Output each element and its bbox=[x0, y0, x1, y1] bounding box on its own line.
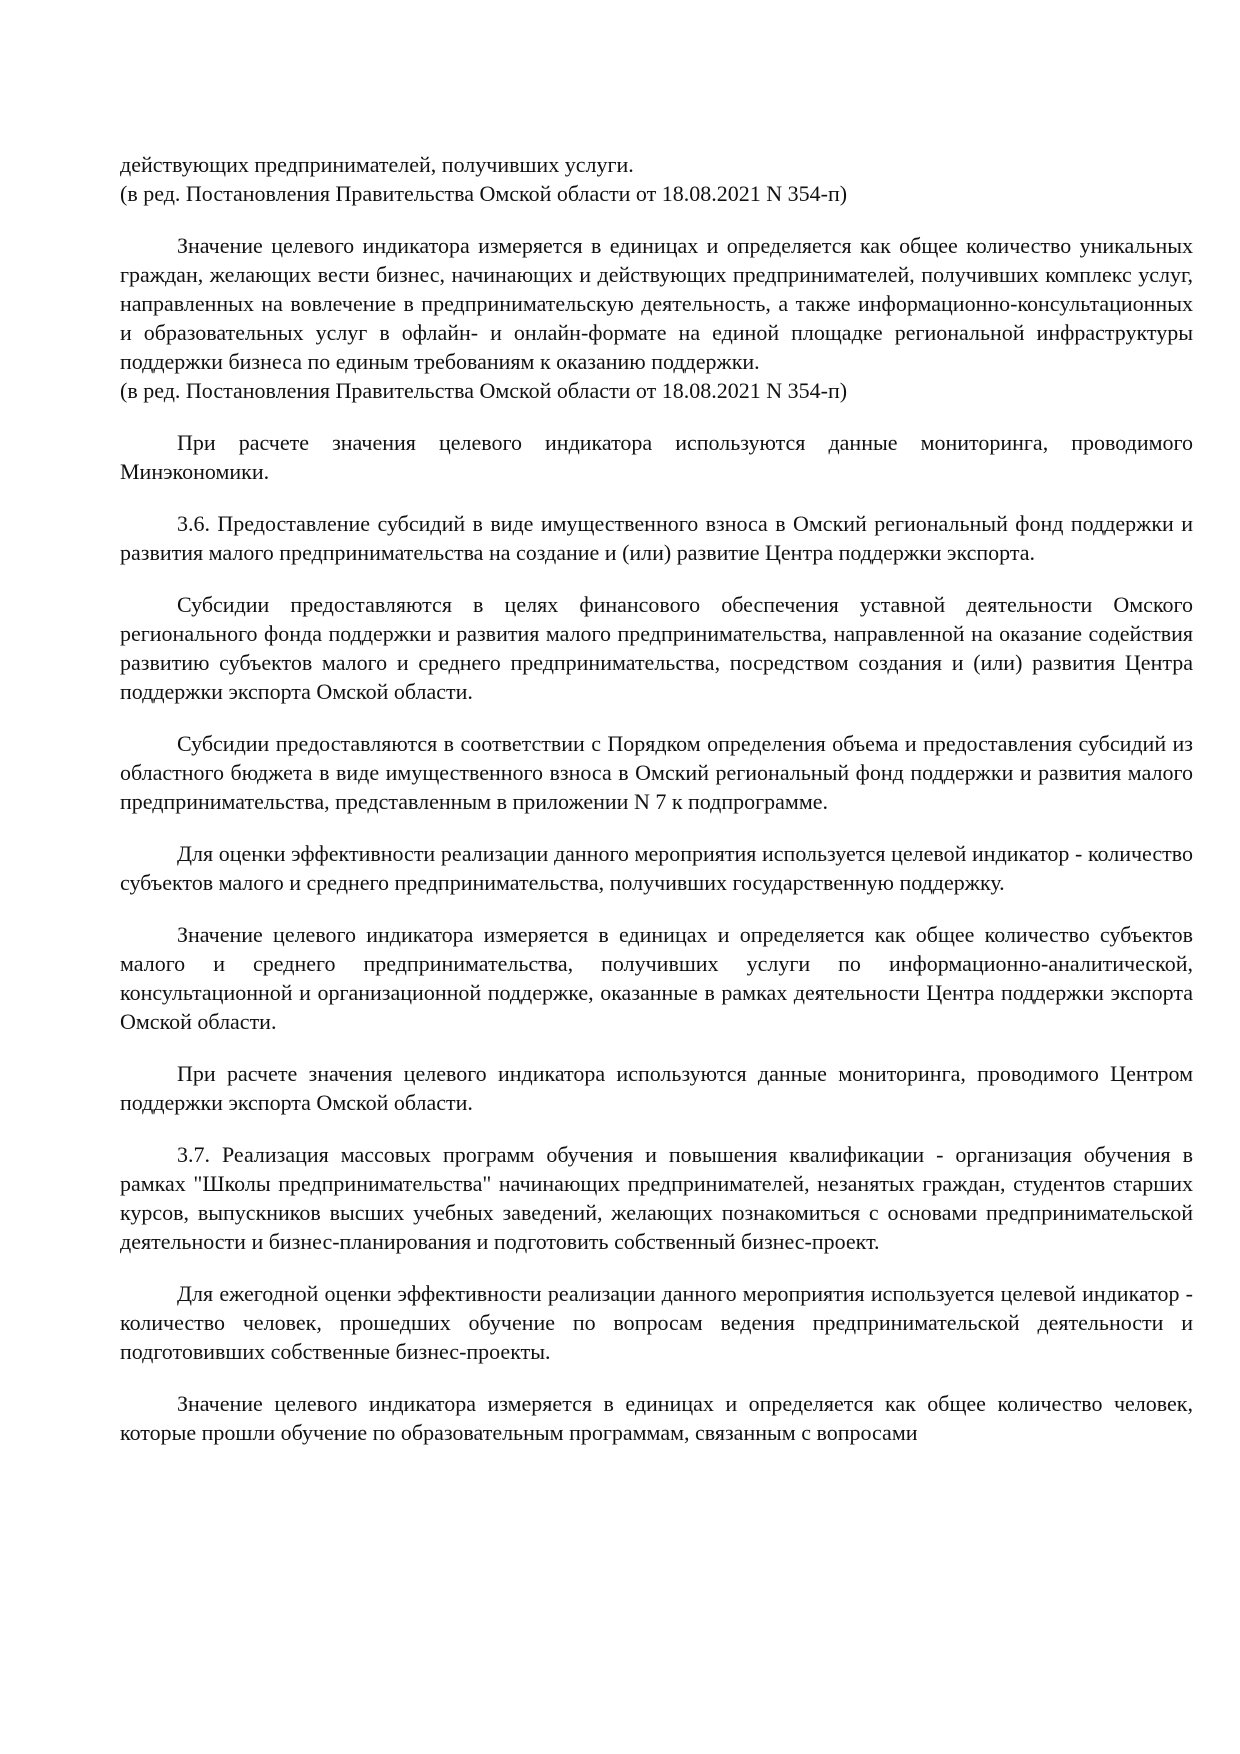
document-page bbox=[120, 150, 1193, 1447]
paragraph: Субсидии предоставляются в соответствии с Порядком определения объема и предоставления субсидий из областного бюджета в виде имущественного взноса в Омский региональный фонд поддержки и развития малого предпринимательства, представленным в приложении N 7 к подпрограмме. bbox=[120, 731, 1193, 814]
paragraph: Значение целевого индикатора измеряется в единицах и определяется как общее количество уникальных граждан, желающих вести бизнес, начинающих и действующих предпринимателей, получивших комплекс услуг, направленных на вовлечение в предпринимательскую деятельность, а также информационно-консультационных и образовательных услуг в офлайн- и онлайн-формате на единой площадке региональной инфраструктуры поддержки бизнеса по единым требованиям к оказанию поддержки. bbox=[120, 233, 1193, 374]
amendment-note: (в ред. Постановления Правительства Омской области от 18.08.2021 N 354-п) bbox=[120, 181, 848, 206]
amendment-note: (в ред. Постановления Правительства Омской области от 18.08.2021 N 354-п) bbox=[120, 378, 848, 403]
paragraph: действующих предпринимателей, получивших услуги. bbox=[120, 152, 634, 177]
paragraph: Для оценки эффективности реализации данного мероприятия используется целевой индикатор - количество субъектов малого и среднего предпринимательства, получивших государственную поддержку. bbox=[120, 841, 1193, 895]
paragraph: Значение целевого индикатора измеряется в единицах и определяется как общее количество человек, которые прошли обучение по образовательным программам, связанным с вопросами bbox=[120, 1391, 1193, 1445]
paragraph: При расчете значения целевого индикатора используются данные мониторинга, проводимого Центром поддержки экспорта Омской области. bbox=[120, 1061, 1193, 1115]
paragraph: Для ежегодной оценки эффективности реализации данного мероприятия используется целевой индикатор - количество человек, прошедших обучение по вопросам ведения предпринимательской деятельности и подготовивших собственные бизнес-проекты. bbox=[120, 1281, 1193, 1364]
paragraph: Значение целевого индикатора измеряется в единицах и определяется как общее количество субъектов малого и среднего предпринимательства, получивших услуги по информационно-аналитической, консультационной и организационной поддержке, оказанные в рамках деятельности Центра поддержки экспорта Омской области. bbox=[120, 922, 1193, 1034]
paragraph: 3.7. Реализация массовых программ обучения и повышения квалификации - организация обучения в рамках "Школы предпринимательства" начинающих предпринимателей, незанятых граждан, студентов старших курсов, выпускников высших учебных заведений, желающих познакомиться с основами предпринимательской деятельности и бизнес-планирования и подготовить собственный бизнес-проект. bbox=[120, 1142, 1193, 1254]
paragraph: 3.6. Предоставление субсидий в виде имущественного взноса в Омский региональный фонд поддержки и развития малого предпринимательства на создание и (или) развитие Центра поддержки экспорта. bbox=[120, 511, 1193, 565]
paragraph: Субсидии предоставляются в целях финансового обеспечения уставной деятельности Омского регионального фонда поддержки и развития малого предпринимательства, направленной на оказание содействия развитию субъектов малого и среднего предпринимательства, посредством создания и (или) развития Центра поддержки экспорта Омской области. bbox=[120, 592, 1193, 704]
paragraph: При расчете значения целевого индикатора используются данные мониторинга, проводимого Минэкономики. bbox=[120, 430, 1193, 484]
